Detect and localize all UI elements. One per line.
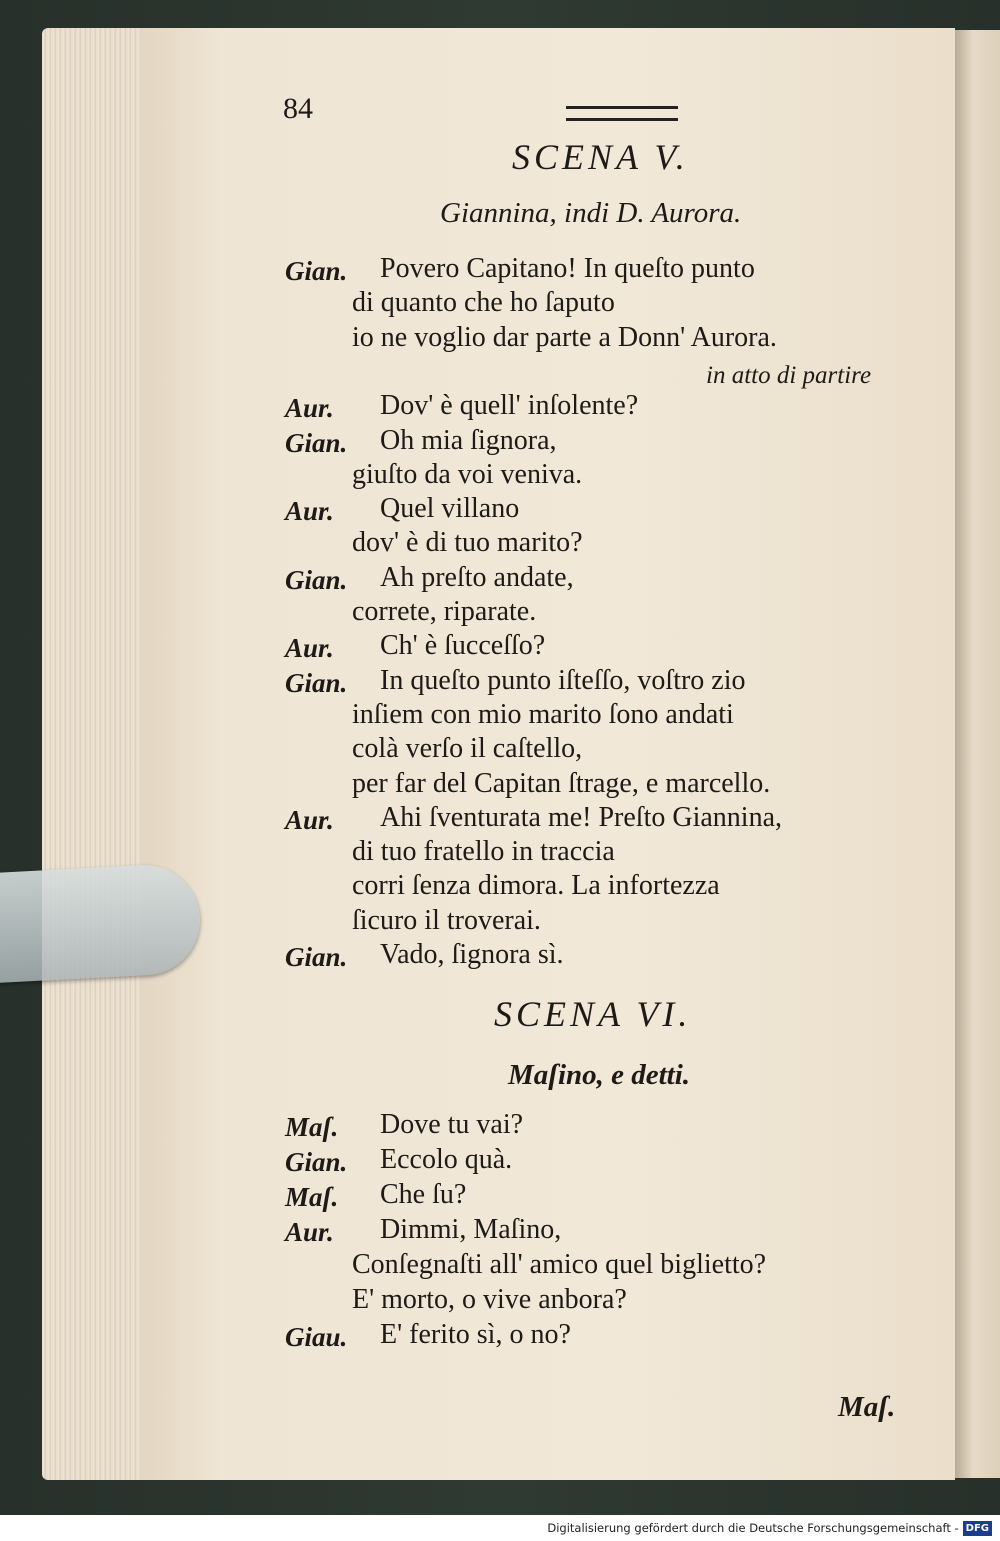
catchword: Maſ. [838, 1391, 896, 1423]
speaker-label: Gian. [285, 427, 348, 458]
verse-line: E' ferito sì, o no? [380, 1319, 571, 1350]
verse-line: E' morto, o vive anbora? [352, 1284, 627, 1315]
verse-line: di tuo fratello in traccia [352, 836, 615, 868]
page-holder-clip [0, 862, 203, 983]
speaker-label: Gian. [285, 564, 348, 595]
verse-line: ſicuro il troverai. [352, 904, 541, 936]
verse-line: correte, riparate. [352, 596, 537, 627]
verse-line: giuſto da voi veniva. [352, 458, 583, 490]
verse-line: Vado, ſignora sì. [380, 939, 564, 970]
verse-line: Dove tu vai? [380, 1109, 524, 1140]
verse-line: Ah preſto andate, [380, 561, 574, 593]
scene-5-title: SCENA V. [512, 137, 689, 177]
stage-direction: in atto di partire [706, 361, 872, 389]
verse-line: Ahi ſventurata me! Preſto Giannina, [380, 801, 782, 833]
verse-line: Ch' è ſucceſſo? [380, 630, 546, 662]
verse-line: di quanto che ho ſaputo [352, 287, 615, 319]
verse-line: Conſegnaſti all' amico quel biglietto? [352, 1249, 767, 1280]
verse-line: Povero Capitano! In queſto punto [380, 253, 755, 284]
speaker-label: Giau. [285, 1322, 348, 1352]
speaker-label: Maſ. [285, 1112, 339, 1142]
scene-6-title: SCENA VI. [494, 994, 692, 1034]
page-number: 84 [283, 92, 313, 125]
dfg-logo: DFG [963, 1521, 992, 1536]
verse-line: per far del Capitan ſtrage, e marcello. [352, 767, 771, 799]
speaker-label: Gian. [285, 942, 348, 972]
footer-text: Digitalisierung gefördert durch die Deutsche Forschungsgemeinschaft - [547, 1521, 959, 1535]
verse-line: Che ſu? [380, 1179, 467, 1210]
speaker-label: Maſ. [285, 1182, 339, 1212]
header-rule [566, 106, 678, 121]
verse-line: In queſto punto iſteſſo, voſtro zio [380, 664, 746, 696]
verse-line: colà verſo il caſtello, [352, 733, 583, 765]
verse-line: Eccolo quà. [380, 1144, 513, 1175]
speaker-label: Gian. [285, 256, 348, 286]
speaker-label: Aur. [285, 1217, 334, 1247]
speaker-label: Aur. [285, 804, 334, 835]
verse-line: io ne voglio dar parte a Donn' Aurora. [352, 321, 777, 353]
verse-line: Quel villano [380, 493, 520, 525]
verse-line: Oh mia ſignora, [380, 424, 557, 456]
scene-5-cast: Giannina, indi D. Aurora. [440, 197, 742, 229]
speaker-label: Gian. [285, 1147, 348, 1177]
verse-line: Dimmi, Maſino, [380, 1214, 562, 1245]
verse-line: dov' è di tuo marito? [352, 527, 583, 559]
verse-line: corri ſenza dimora. La infortezza [352, 870, 720, 902]
verse-line: inſiem con mio marito ſono andati [352, 698, 734, 730]
verse-line: Dov' è quell' inſolente? [380, 390, 639, 422]
speaker-label: Aur. [285, 496, 334, 527]
scene-6-cast: Maſino, e detti. [508, 1059, 691, 1091]
footer-bar [0, 1515, 1000, 1541]
speaker-label: Gian. [285, 667, 348, 698]
speaker-label: Aur. [285, 393, 334, 424]
page-edges [42, 28, 152, 1480]
speaker-label: Aur. [285, 633, 334, 664]
facing-page-edge [955, 30, 1000, 1478]
